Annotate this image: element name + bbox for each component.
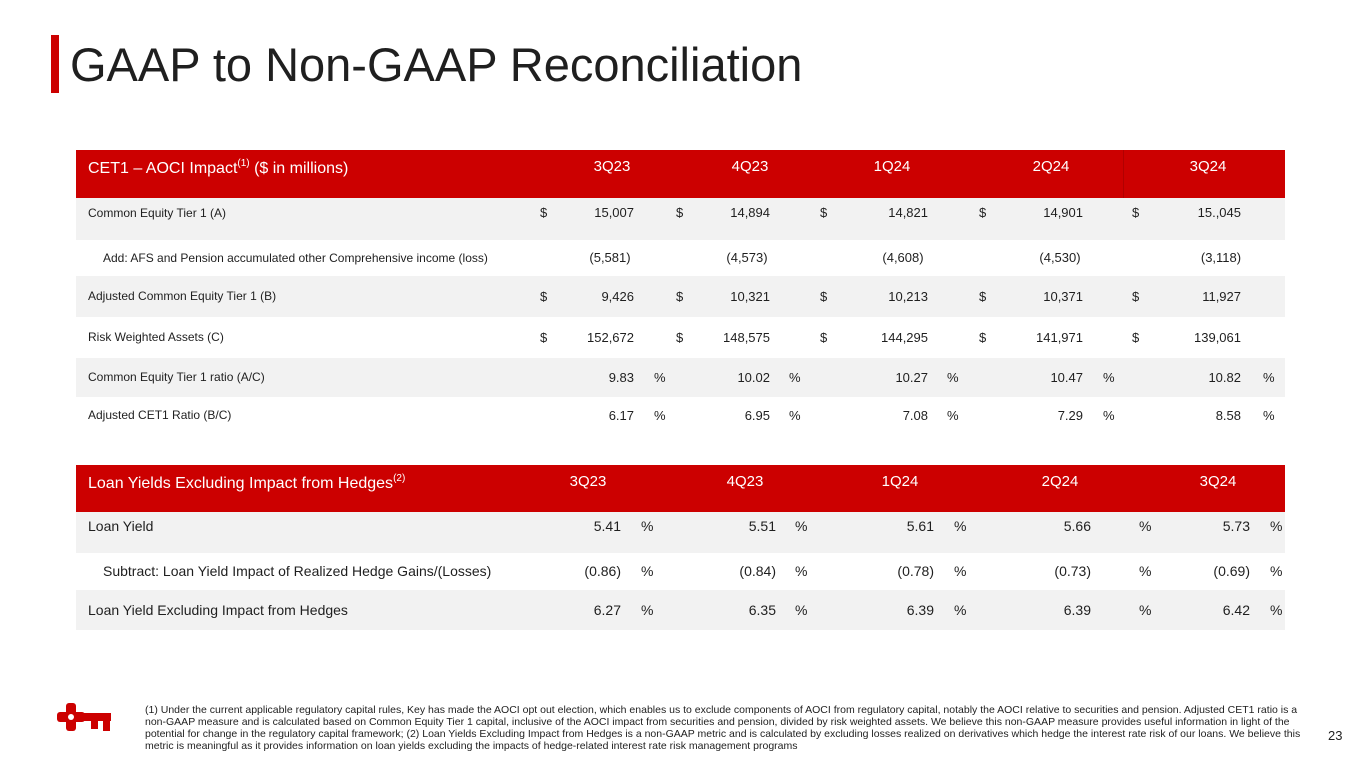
table-row [76,512,1285,553]
row-label: Adjusted CET1 Ratio (B/C) [88,408,232,422]
table-cell: 6.17 [608,408,634,423]
page-title: GAAP to Non-GAAP Reconciliation [70,38,803,91]
column-header: 2Q24 [1041,473,1079,490]
currency-symbol: $ [540,289,548,304]
table-row [76,397,1285,434]
column-header: 4Q23 [726,473,764,490]
row-label: Add: AFS and Pension accumulated other Comprehensive income (loss) [103,251,488,265]
table-cell: 11,927 [1202,289,1241,304]
percent-sign: % [1263,370,1275,385]
column-header: 3Q24 [1199,473,1237,490]
table-cell: 6.39 [1063,602,1091,618]
table-row [76,553,1285,590]
percent-sign: % [795,518,808,534]
table-row [76,358,1285,397]
table-row [76,240,1285,276]
currency-symbol: $ [676,205,684,220]
title-accent-bar [51,35,59,93]
table-cell: 9,426 [601,289,634,304]
percent-sign: % [954,602,967,618]
currency-symbol: $ [676,330,684,345]
table-cell: 6.95 [744,408,770,423]
row-label: Subtract: Loan Yield Impact of Realized Hedge Gains/(Losses) [103,563,492,579]
percent-sign: % [654,408,666,423]
row-label: Adjusted Common Equity Tier 1 (B) [88,289,277,303]
table-cell: 5.66 [1063,518,1091,534]
currency-symbol: $ [540,205,548,220]
percent-sign: % [789,370,801,385]
table-cell: (0.69) [1213,563,1250,579]
table-cell: 15.,045 [1197,205,1241,220]
row-label: Loan Yield [88,518,154,534]
table-cell: (4,573) [726,250,768,265]
column-header: 1Q24 [881,473,919,490]
table-cell: 10.27 [895,370,928,385]
table-cell: 5.61 [906,518,934,534]
currency-symbol: $ [820,330,828,345]
currency-symbol: $ [820,289,828,304]
table-cell: 141,971 [1036,330,1083,345]
table-cell: (4,608) [882,250,924,265]
table-cell: (0.73) [1054,563,1091,579]
currency-symbol: $ [979,330,987,345]
table-cell: 6.27 [593,602,621,618]
table-cell: 5.73 [1222,518,1250,534]
percent-sign: % [795,563,808,579]
column-header: 3Q24 [1189,158,1227,175]
table-cell: (0.86) [584,563,621,579]
table-cell: 10.82 [1208,370,1241,385]
table-row [76,198,1285,240]
column-header: 4Q23 [731,158,769,175]
percent-sign: % [789,408,801,423]
currency-symbol: $ [676,289,684,304]
currency-symbol: $ [1132,289,1140,304]
page-number: 23 [1328,728,1343,743]
currency-symbol: $ [979,205,987,220]
table-cell: 8.58 [1215,408,1241,423]
table-cell: 10.47 [1050,370,1083,385]
table-cell: 6.39 [906,602,934,618]
percent-sign: % [1103,370,1115,385]
percent-sign: % [654,370,666,385]
percent-sign: % [1139,563,1152,579]
row-label: Risk Weighted Assets (C) [88,330,224,344]
percent-sign: % [1270,563,1283,579]
column-divider [1123,150,1124,198]
column-header: 3Q23 [569,473,607,490]
table-cell: 15,007 [594,205,634,220]
percent-sign: % [954,563,967,579]
percent-sign: % [1263,408,1275,423]
percent-sign: % [795,602,808,618]
row-label: Loan Yield Excluding Impact from Hedges [88,602,348,618]
table-cell: 10,371 [1043,289,1083,304]
percent-sign: % [954,518,967,534]
table-cell: (0.78) [897,563,934,579]
table-cell: (5,581) [589,250,631,265]
currency-symbol: $ [820,205,828,220]
table-cell: 144,295 [881,330,928,345]
table-cell: 7.08 [902,408,928,423]
table-cell: 139,061 [1194,330,1241,345]
column-header: 1Q24 [873,158,911,175]
currency-symbol: $ [1132,330,1140,345]
row-label: Common Equity Tier 1 ratio (A/C) [88,370,265,384]
cet1-table-header [76,150,1285,198]
table-cell: 14,821 [888,205,928,220]
table-cell: 10,321 [730,289,770,304]
table-cell: 9.83 [608,370,634,385]
percent-sign: % [641,518,654,534]
table-cell: 6.35 [748,602,776,618]
table-cell: 152,672 [587,330,634,345]
column-header: 2Q24 [1032,158,1070,175]
table-cell: 7.29 [1057,408,1083,423]
loan-yields-table-header [76,465,1285,512]
percent-sign: % [1139,602,1152,618]
currency-symbol: $ [540,330,548,345]
table-cell: 14,901 [1043,205,1083,220]
key-logo-icon [57,703,111,731]
footnote: (1) Under the current applicable regulatory capital rules, Key has made the AOCI opt out election, which enables us to exclude components of AOCI from regulatory capital, notably the AOCI relative to securities and pension. Adjusted CET1 ratio is a non-GAAP measure and is calculated based on Common Equity Tier 1 capital, inclusive of the AOCI impact from securities and pension, divided by risk weighted assets. We believe this non-GAAP measure provides useful information in light of the potential for change in the regulatory capital framework; (2) Loan Yields Excluding Impact from Hedges is a non-GAAP metric and is calculated by excluding losses realized on derivatives which hedge the interest rate risk of our loans. We believe this metric is meaningful as it provides information on loan yields excluding the impacts of hedge-related interest rate risk management programs [145,704,1301,752]
percent-sign: % [641,563,654,579]
cet1-header-label: CET1 – AOCI Impact$^{(1)}$ ($ in millions) [88,158,349,177]
currency-symbol: $ [1132,205,1140,220]
column-header: 3Q23 [593,158,631,175]
table-cell: 148,575 [723,330,770,345]
table-cell: 14,894 [730,205,770,220]
currency-symbol: $ [979,289,987,304]
table-cell: 6.42 [1222,602,1250,618]
table-cell: 10.02 [737,370,770,385]
table-row [76,590,1285,630]
percent-sign: % [1270,602,1283,618]
table-cell: 10,213 [888,289,928,304]
table-cell: (3,118) [1200,250,1242,265]
loan-yields-table [76,465,1285,630]
table-cell: (0.84) [739,563,776,579]
percent-sign: % [1139,518,1152,534]
table-row [76,317,1285,358]
percent-sign: % [1270,518,1283,534]
table-cell: 5.41 [593,518,621,534]
percent-sign: % [947,408,959,423]
table-cell: (4,530) [1039,250,1081,265]
percent-sign: % [1103,408,1115,423]
table-row [76,276,1285,317]
percent-sign: % [947,370,959,385]
table-cell: 5.51 [748,518,776,534]
cet1-aoci-table [76,150,1285,434]
percent-sign: % [641,602,654,618]
row-label: Common Equity Tier 1 (A) [88,206,227,220]
loan-yields-header-label: Loan Yields Excluding Impact from Hedges$^{(2)}$ [88,473,406,492]
